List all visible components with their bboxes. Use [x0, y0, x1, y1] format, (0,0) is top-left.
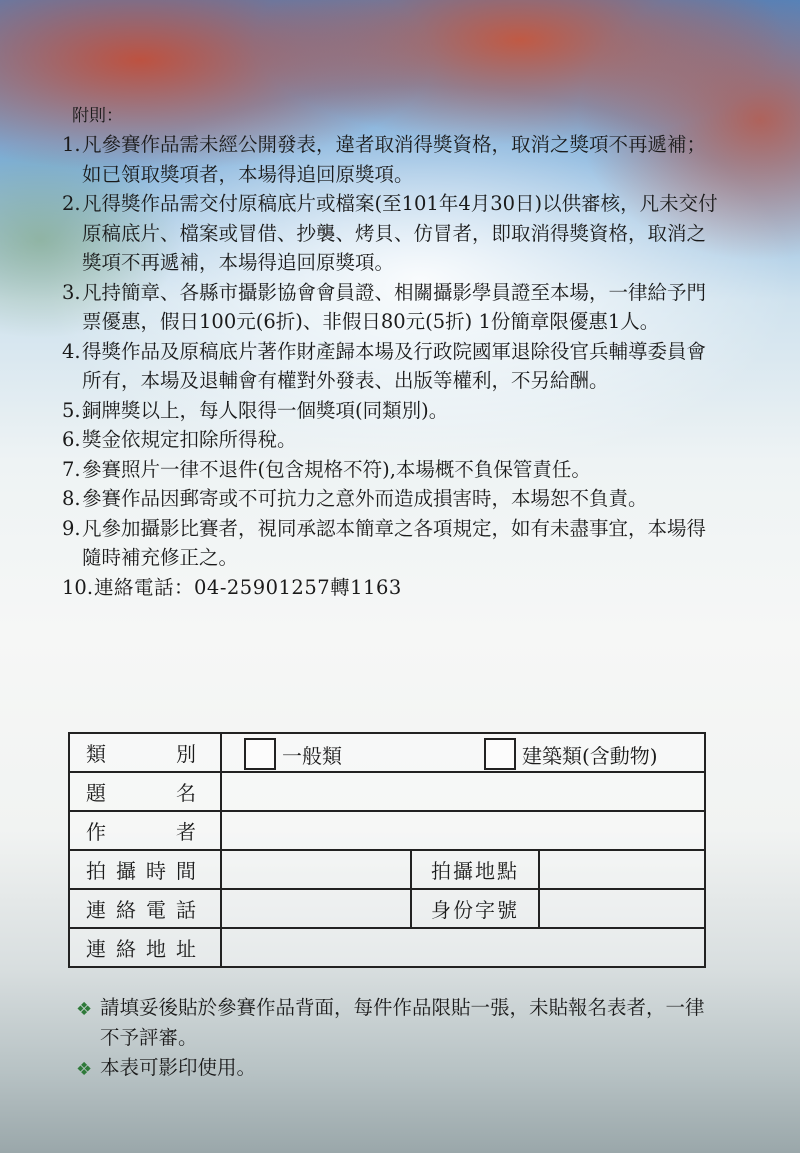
form-row-address [69, 928, 705, 967]
general-label: 一般類 [282, 743, 342, 768]
shoot-place-label: 拍攝地點 [411, 850, 539, 889]
phone-label: 連絡電話 [69, 889, 221, 928]
rule-item-8 [62, 484, 722, 514]
entry-form [68, 732, 706, 968]
shoot-place-field[interactable] [539, 850, 705, 889]
general-checkbox[interactable] [244, 738, 276, 770]
rule-number: 7. [62, 457, 81, 481]
id-field[interactable] [539, 889, 705, 928]
shoot-time-field[interactable] [221, 850, 411, 889]
rule-item-2 [62, 189, 722, 278]
rule-item-1 [62, 130, 722, 189]
notes-section [76, 993, 716, 1083]
rule-text: 參賽照片一律不退件(包含規格不符),本場概不負保管責任。 [82, 457, 591, 481]
form-row-phone [69, 889, 705, 928]
rule-number: 5. [62, 398, 81, 422]
note-item [76, 993, 716, 1053]
rule-number: 3. [62, 280, 81, 304]
author-field[interactable] [221, 811, 705, 850]
rule-number: 4. [62, 339, 81, 363]
option-general[interactable] [244, 738, 342, 770]
rule-text: 凡參加攝影比賽者，視同承認本簡章之各項規定，如有未盡事宜，本場得隨時補充修正之。 [82, 516, 707, 569]
rule-text: 凡持簡章、各縣市攝影協會會員證、相關攝影學員證至本場，一律給予門票優惠，假日100元(6折)、非假日80元(5折) 1份簡章限優惠1人。 [82, 280, 707, 333]
rule-number: 8. [62, 487, 81, 510]
rule-item-10 [62, 573, 722, 603]
title-label: 題 名 [69, 772, 221, 811]
rule-item-3 [62, 278, 722, 337]
rule-text: 凡參賽作品需未經公開發表，違者取消得獎資格，取消之獎項不再遞補；如已領取獎項者，本場得追回原獎項。 [82, 133, 707, 186]
note-text: 本表可影印使用。 [100, 1056, 257, 1079]
address-label: 連絡地址 [69, 928, 221, 967]
rule-number: 1. [62, 133, 81, 156]
rule-item-6 [62, 425, 722, 455]
rule-text: 得獎作品及原稿底片著作財產歸本場及行政院國軍退除役官兵輔導委員會所有，本場及退輔會有權對外發表、出版等權利，不另給酬。 [82, 339, 707, 392]
form-row-title [69, 772, 705, 811]
contact-phone-text: 連絡電話：04-25901257轉1163 [94, 575, 402, 599]
rules-list [62, 130, 722, 602]
form-row-shoot [69, 850, 705, 889]
diamond-bullet-icon: ❖ [76, 999, 93, 1020]
title-field[interactable] [221, 772, 705, 811]
category-options [221, 733, 705, 772]
architecture-label: 建築類(含動物) [522, 743, 658, 768]
note-item [76, 1053, 716, 1083]
author-label: 作 者 [69, 811, 221, 850]
rule-item-5 [62, 396, 722, 426]
rule-text: 銅牌獎以上，每人限得一個獎項(同類別)。 [82, 398, 449, 422]
rule-item-4 [62, 337, 722, 396]
rule-number: 10. [62, 575, 94, 599]
rule-number: 6. [62, 428, 81, 451]
rule-text: 凡得獎作品需交付原稿底片或檔案(至101年4月30日)以供審核，凡未交付原稿底片、檔案或冒借、抄襲、烤貝、仿冒者，即取消得獎資格，取消之獎項不再遞補，本場得追回原獎項。 [82, 192, 718, 274]
architecture-checkbox[interactable] [484, 738, 516, 770]
appendix-heading: 附則： [72, 106, 123, 126]
rule-item-7 [62, 455, 722, 485]
option-architecture[interactable] [484, 738, 658, 770]
category-label: 類 別 [69, 733, 221, 772]
rule-number: 2. [62, 192, 81, 215]
diamond-bullet-icon: ❖ [76, 1059, 93, 1080]
note-text: 請填妥後貼於參賽作品背面，每件作品限貼一張，未貼報名表者，一律不予評審。 [100, 996, 705, 1049]
rule-item-9 [62, 514, 722, 573]
rule-text: 獎金依規定扣除所得稅。 [82, 428, 297, 451]
rule-number: 9. [62, 516, 81, 540]
id-label: 身份字號 [411, 889, 539, 928]
shoot-time-label: 拍攝時間 [69, 850, 221, 889]
rule-text: 參賽作品因郵寄或不可抗力之意外而造成損害時，本場恕不負責。 [82, 487, 648, 510]
form-row-author [69, 811, 705, 850]
form-row-category [69, 733, 705, 772]
address-field[interactable] [221, 928, 705, 967]
phone-field[interactable] [221, 889, 411, 928]
